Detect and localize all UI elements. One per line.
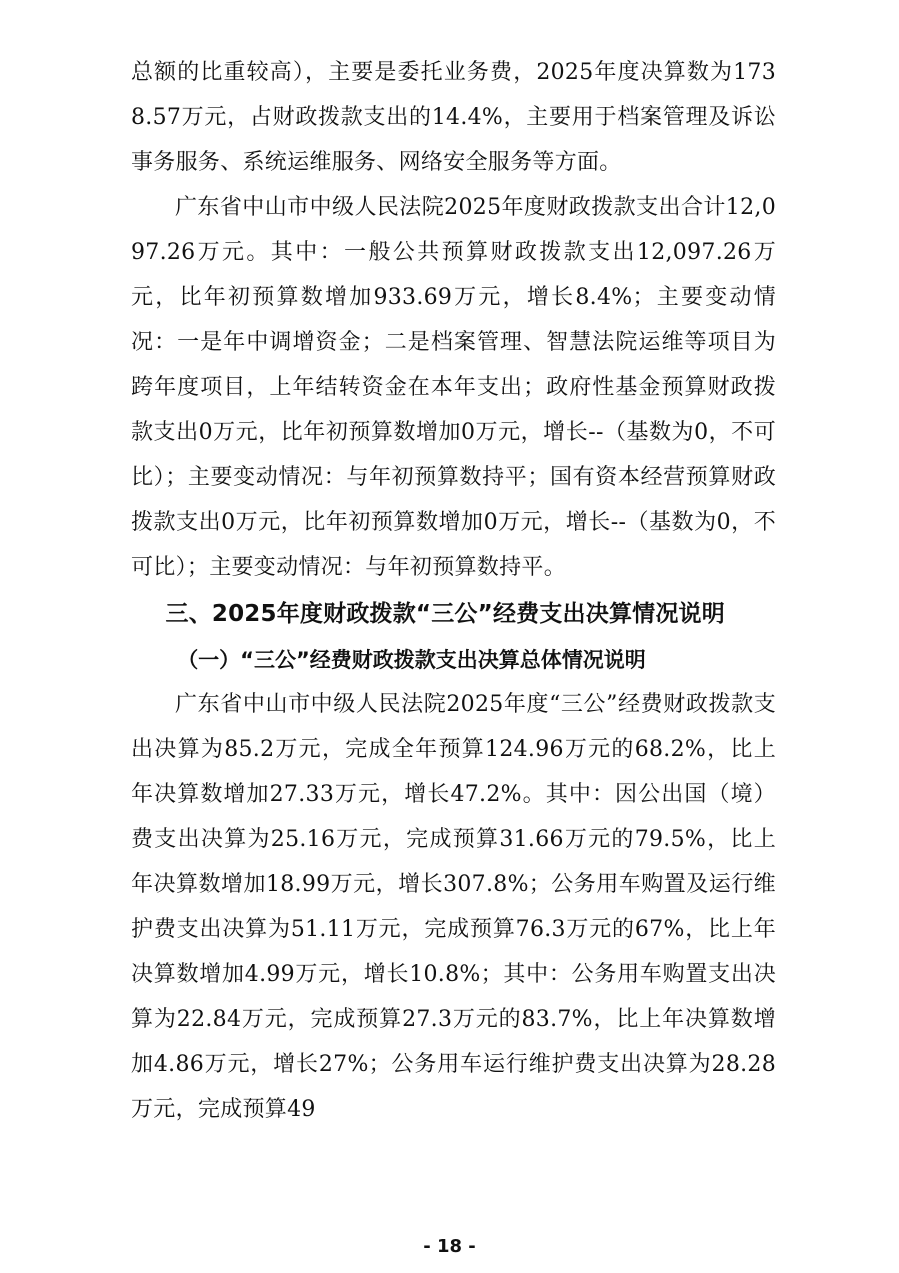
paragraph-fiscal-expenditure-total: 广东省中山市中级人民法院2025年度财政拨款支出合计12,097.26万元。其中：一般公共预算财政拨款支出12,097.26万元，比年初预算数增加933.69万元，增长8.4%；主要变动情况：一是年中调增资金；二是档案管理、智慧法院运维等项目为跨年度项目，上年结转资金在本年支出；政府性基金预算财政拨款支出0万元，比年初预算数增加0万元，增长--（基数为0，不可比）；主要变动情况：与年初预算数持平；国有资本经营预算财政拨款支出0万元，比年初预算数增加0万元，增长--（基数为0，不可比）；主要变动情况：与年初预算数持平。 bbox=[131, 195, 776, 580]
document-body bbox=[131, 50, 776, 1132]
page-number: - 18 - bbox=[423, 1236, 476, 1257]
paragraph-three-public-expenses: 广东省中山市中级人民法院2025年度“三公”经费财政拨款支出决算为85.2万元，完成全年预算124.96万元的68.2%，比上年决算数增加27.33万元，增长47.2%。其中：因公出国（境）费支出决算为25.16万元，完成预算31.66万元的79.5%，比上年决算数增加18.99万元，增长307.8%；公务用车购置及运行维护费支出决算为51.11万元，完成预算76.3万元的67%，比上年决算数增加4.99万元，增长10.8%；其中：公务用车购置支出决算为22.84万元，完成预算27.3万元的83.7%，比上年决算数增加4.86万元，增长27%；公务用车运行维护费支出决算为28.28万元，完成预算49 bbox=[131, 692, 776, 1122]
section-heading: 三、2025年度财政拨款“三公”经费支出决算情况说明 bbox=[165, 601, 725, 627]
paragraph-entrusted-business-fee: 总额的比重较高），主要是委托业务费，2025年度决算数为1738.57万元，占财政拨款支出的14.4%，主要用于档案管理及诉讼事务服务、系统运维服务、网络安全服务等方面。 bbox=[131, 60, 776, 175]
subsection-heading: （一）“三公”经费财政拨款支出决算总体情况说明 bbox=[177, 648, 646, 672]
